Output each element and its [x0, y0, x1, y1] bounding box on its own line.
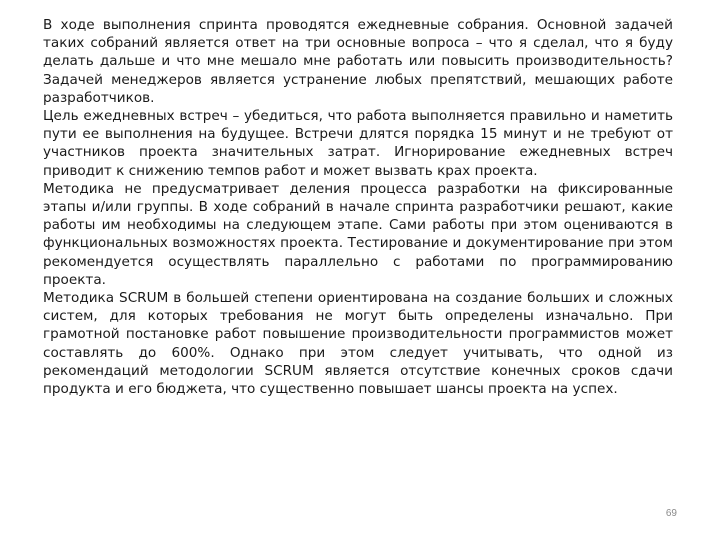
paragraph-daily-meetings: В ходе выполнения спринта проводятся ежедневные собрания. Основной задачей таких собраний является ответ на три основные вопроса – что я сделал, что я буду делать дальше и что мне мешало мне работать или повысить производительность? Задачей менеджеров является устранение любых препятствий, мешающих работе разработчиков.	[43, 17, 673, 106]
paragraph-scrum-orientation: Методика SCRUM в большей степени ориентирована на создание больших и сложных систем, для которых требования не могут быть определены изначально. При грамотной постановке работ повышение производительности программистов может составлять до 600%. Однако при этом следует учитывать, что одной из рекомендаций методологии SCRUM является отсутствие конечных сроков сдачи продукта и его бюджета, что существенно повышает шансы проекта на успех.	[43, 290, 673, 398]
text-body	[43, 16, 673, 398]
paragraph-meeting-goal: Цель ежедневных встреч – убедиться, что работа выполняется правильно и наметить пути ее выполнения на будущее. Встречи длятся порядка 15 минут и не требуют от участников проекта значительных затрат. Игнорирование ежедневных встреч приводит к снижению темпов работ и может вызвать крах проекта.	[43, 108, 673, 179]
page-number: 69	[665, 508, 677, 519]
paragraph-methodology-stages: Методика не предусматривает деления процесса разработки на фиксированные этапы и/или группы. В ходе собраний в начале спринта разработчики решают, какие работы им необходимы на следующем этапе. Сами работы при этом оцениваются в функциональных возможностях проекта. Тестирование и документирование при этом рекомендуется осуществлять параллельно с работами по программированию проекта.	[43, 180, 673, 288]
